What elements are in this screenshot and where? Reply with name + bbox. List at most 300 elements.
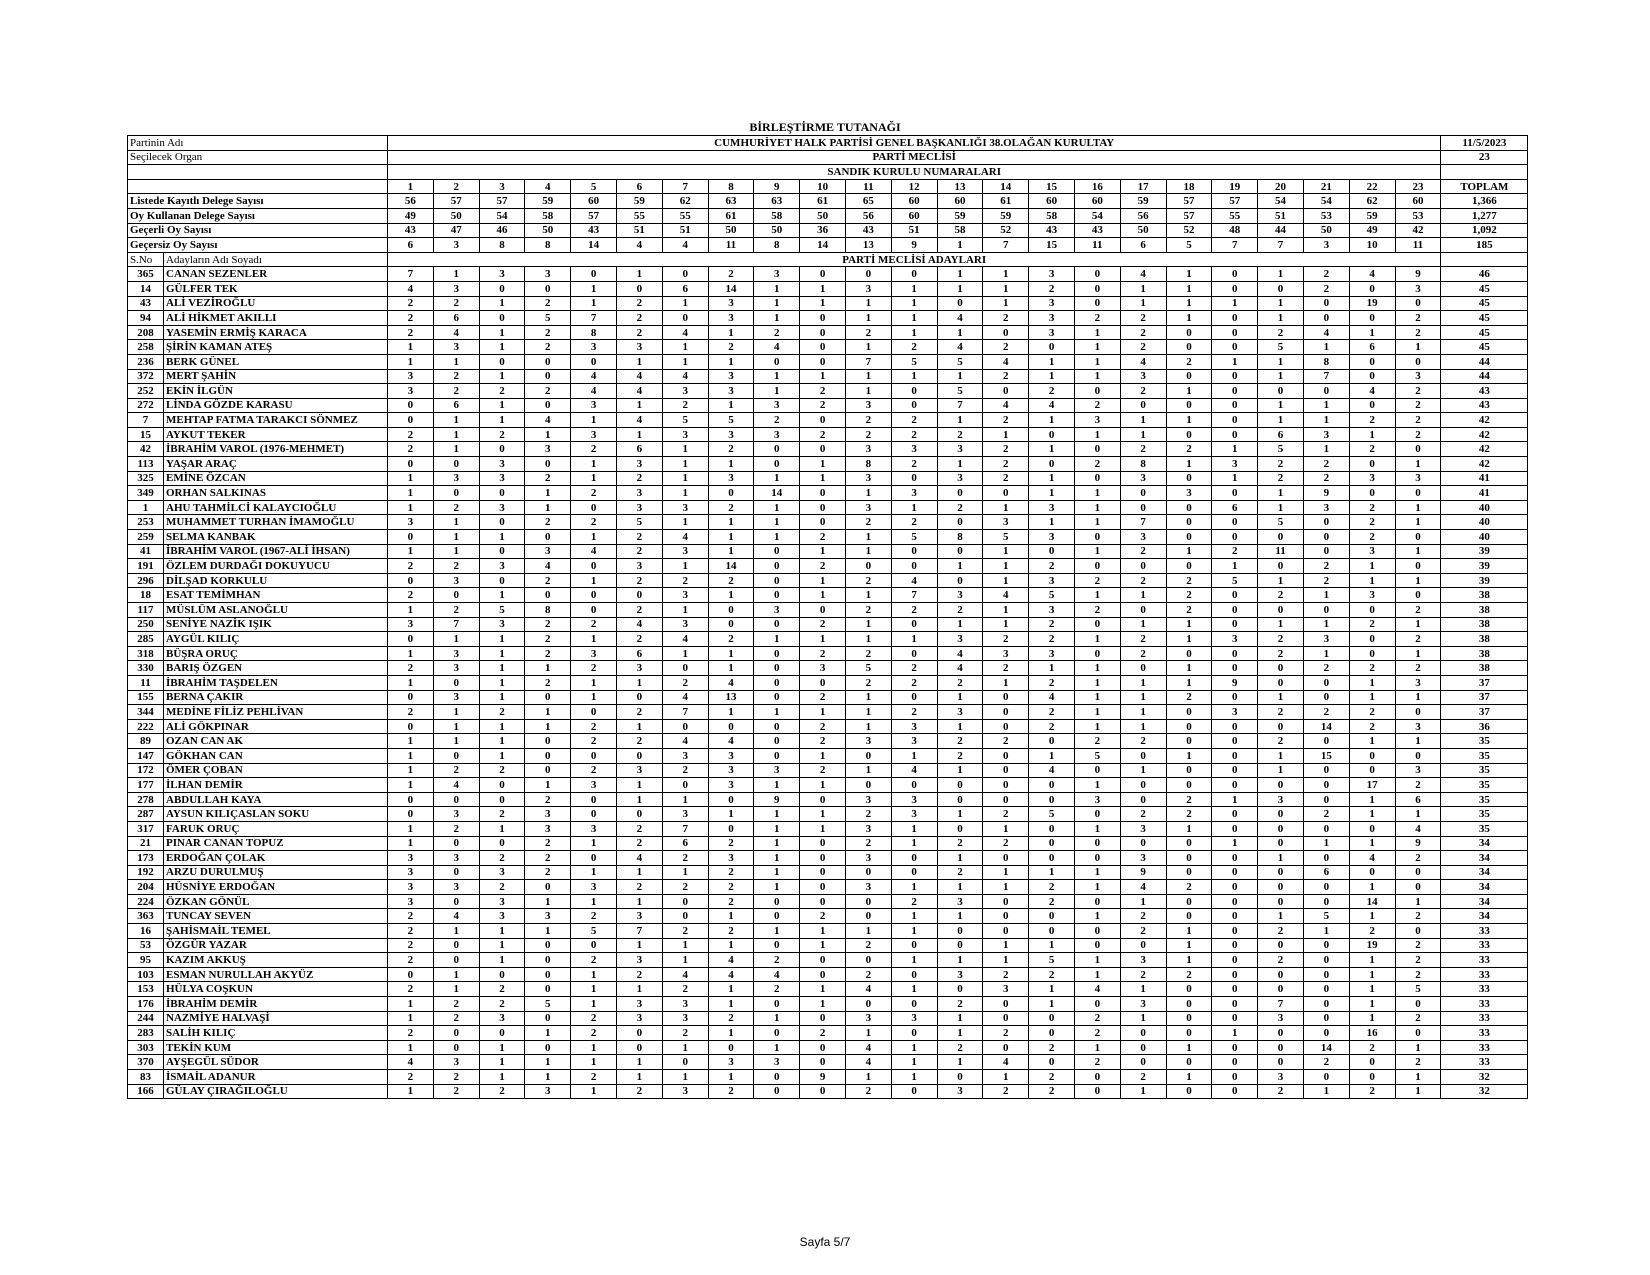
vote-count: 0 <box>983 1011 1029 1026</box>
vote-count: 1 <box>983 281 1029 296</box>
stat-value: 55 <box>617 208 663 223</box>
vote-count: 2 <box>617 705 663 720</box>
vote-count: 14 <box>708 559 754 574</box>
candidate-row <box>128 603 1528 618</box>
vote-count: 4 <box>1349 384 1395 399</box>
vote-count: 1 <box>1258 311 1304 326</box>
vote-count: 0 <box>754 1070 800 1085</box>
vote-count: 3 <box>433 807 479 822</box>
vote-count: 1 <box>1029 748 1075 763</box>
vote-count: 1 <box>1212 296 1258 311</box>
vote-count: 4 <box>1349 267 1395 282</box>
vote-count: 2 <box>1120 807 1166 822</box>
vote-count: 0 <box>1212 646 1258 661</box>
vote-count: 3 <box>479 865 525 880</box>
vote-count: 3 <box>571 340 617 355</box>
vote-count: 1 <box>1212 354 1258 369</box>
vote-count: 0 <box>937 821 983 836</box>
vote-count: 2 <box>479 982 525 997</box>
stat-value: 8 <box>525 238 571 253</box>
organ-count: 23 <box>1441 150 1528 165</box>
candidate-total: 38 <box>1441 632 1528 647</box>
vote-count: 1 <box>708 354 754 369</box>
vote-count: 3 <box>754 1055 800 1070</box>
vote-count: 1 <box>571 457 617 472</box>
vote-count: 0 <box>479 544 525 559</box>
vote-count: 1 <box>1074 909 1120 924</box>
vote-count: 1 <box>1349 690 1395 705</box>
stat-value: 62 <box>662 194 708 209</box>
vote-count: 1 <box>754 296 800 311</box>
vote-count: 2 <box>937 1040 983 1055</box>
vote-count: 3 <box>571 880 617 895</box>
vote-count: 0 <box>571 705 617 720</box>
vote-count: 0 <box>891 617 937 632</box>
candidate-total: 35 <box>1441 807 1528 822</box>
vote-count: 1 <box>708 325 754 340</box>
vote-count: 1 <box>845 340 891 355</box>
vote-count: 14 <box>708 281 754 296</box>
vote-count: 6 <box>662 281 708 296</box>
stat-row <box>128 194 1528 209</box>
vote-count: 1 <box>617 427 663 442</box>
stat-value: 51 <box>891 223 937 238</box>
vote-count: 3 <box>479 471 525 486</box>
vote-count: 0 <box>662 719 708 734</box>
vote-count: 0 <box>571 603 617 618</box>
vote-count: 0 <box>388 413 434 428</box>
vote-count: 1 <box>1349 807 1395 822</box>
vote-count: 2 <box>937 865 983 880</box>
vote-count: 2 <box>1166 690 1212 705</box>
vote-count: 2 <box>617 573 663 588</box>
vote-count: 0 <box>1258 530 1304 545</box>
vote-count: 9 <box>754 792 800 807</box>
stat-row <box>128 208 1528 223</box>
vote-count: 0 <box>571 559 617 574</box>
vote-count: 2 <box>1395 661 1441 676</box>
vote-count: 0 <box>1212 748 1258 763</box>
vote-count: 2 <box>571 486 617 501</box>
vote-count: 2 <box>662 398 708 413</box>
vote-count: 0 <box>754 617 800 632</box>
vote-count: 0 <box>1212 267 1258 282</box>
vote-count: 1 <box>1166 384 1212 399</box>
vote-count: 0 <box>571 792 617 807</box>
vote-count: 0 <box>754 938 800 953</box>
vote-count: 0 <box>1212 281 1258 296</box>
vote-count: 3 <box>1120 369 1166 384</box>
vote-count: 4 <box>617 617 663 632</box>
vote-count: 0 <box>754 997 800 1012</box>
candidate-name: AYKUT TEKER <box>164 427 388 442</box>
vote-count: 2 <box>1258 632 1304 647</box>
candidate-total: 35 <box>1441 748 1528 763</box>
blank-cell <box>128 179 388 194</box>
vote-count: 0 <box>1212 982 1258 997</box>
vote-count: 1 <box>1395 646 1441 661</box>
total-header: TOPLAM <box>1441 179 1528 194</box>
vote-count: 0 <box>1074 924 1120 939</box>
vote-count: 2 <box>1166 967 1212 982</box>
vote-count: 1 <box>754 384 800 399</box>
stat-value: 54 <box>479 208 525 223</box>
candidate-row <box>128 1026 1528 1041</box>
vote-count: 3 <box>617 953 663 968</box>
vote-count: 0 <box>1349 632 1395 647</box>
vote-count: 2 <box>388 588 434 603</box>
box-number: 7 <box>662 179 708 194</box>
vote-count: 0 <box>1258 661 1304 676</box>
stat-value: 50 <box>525 223 571 238</box>
vote-count: 2 <box>617 471 663 486</box>
candidate-row <box>128 748 1528 763</box>
candidate-name: GÖKHAN CAN <box>164 748 388 763</box>
vote-count: 0 <box>479 836 525 851</box>
vote-count: 1 <box>754 836 800 851</box>
vote-count: 1 <box>479 530 525 545</box>
vote-count: 1 <box>662 938 708 953</box>
vote-count: 1 <box>754 369 800 384</box>
vote-count: 0 <box>983 486 1029 501</box>
stat-value: 61 <box>708 208 754 223</box>
vote-count: 0 <box>1212 865 1258 880</box>
stat-value: 59 <box>617 194 663 209</box>
vote-count: 1 <box>617 778 663 793</box>
vote-count: 3 <box>525 821 571 836</box>
stat-value: 3 <box>433 238 479 253</box>
stat-value: 59 <box>937 208 983 223</box>
vote-count: 1 <box>388 500 434 515</box>
vote-count: 1 <box>662 515 708 530</box>
vote-count: 1 <box>617 938 663 953</box>
vote-count: 7 <box>1258 997 1304 1012</box>
vote-count: 0 <box>1258 281 1304 296</box>
vote-count: 2 <box>1395 632 1441 647</box>
vote-count: 1 <box>1395 1084 1441 1099</box>
vote-count: 1 <box>845 296 891 311</box>
vote-count: 0 <box>1349 354 1395 369</box>
vote-count: 1 <box>662 646 708 661</box>
vote-count: 1 <box>800 573 846 588</box>
vote-count: 3 <box>1395 369 1441 384</box>
vote-count: 3 <box>662 1011 708 1026</box>
blank-cell <box>1441 252 1528 267</box>
box-number: 10 <box>800 179 846 194</box>
vote-count: 3 <box>662 588 708 603</box>
candidate-total: 42 <box>1441 442 1528 457</box>
candidate-sno: 177 <box>128 778 164 793</box>
vote-count: 2 <box>708 573 754 588</box>
vote-count: 1 <box>479 413 525 428</box>
candidate-name: MERT ŞAHİN <box>164 369 388 384</box>
vote-count: 1 <box>1395 457 1441 472</box>
vote-count: 2 <box>433 763 479 778</box>
vote-count: 0 <box>1166 500 1212 515</box>
candidate-sno: 113 <box>128 457 164 472</box>
candidate-row <box>128 938 1528 953</box>
vote-count: 9 <box>1303 486 1349 501</box>
vote-count: 1 <box>1212 471 1258 486</box>
vote-count: 1 <box>1166 1070 1212 1085</box>
vote-count: 2 <box>1029 705 1075 720</box>
candidate-name: MÜSLÜM ASLANOĞLU <box>164 603 388 618</box>
stat-value: 7 <box>1212 238 1258 253</box>
vote-count: 0 <box>1303 530 1349 545</box>
vote-count: 1 <box>708 588 754 603</box>
vote-count: 1 <box>571 632 617 647</box>
candidate-row <box>128 1084 1528 1099</box>
vote-count: 0 <box>1212 909 1258 924</box>
vote-count: 0 <box>525 880 571 895</box>
vote-count: 0 <box>1166 865 1212 880</box>
vote-count: 1 <box>1395 500 1441 515</box>
vote-count: 2 <box>1395 413 1441 428</box>
vote-count: 2 <box>1029 1040 1075 1055</box>
vote-count: 0 <box>1120 486 1166 501</box>
vote-count: 1 <box>891 880 937 895</box>
vote-count: 2 <box>891 340 937 355</box>
vote-count: 3 <box>708 778 754 793</box>
candidate-name: BÜŞRA ORUÇ <box>164 646 388 661</box>
vote-count: 0 <box>800 865 846 880</box>
vote-count: 1 <box>617 719 663 734</box>
vote-count: 1 <box>1029 369 1075 384</box>
vote-count: 0 <box>433 894 479 909</box>
stat-row <box>128 223 1528 238</box>
vote-count: 0 <box>662 1055 708 1070</box>
candidates-header: PARTİ MECLİSİ ADAYLARI <box>388 252 1441 267</box>
vote-count: 3 <box>1303 500 1349 515</box>
vote-count: 3 <box>845 821 891 836</box>
vote-count: 7 <box>662 821 708 836</box>
vote-count: 1 <box>662 603 708 618</box>
vote-count: 0 <box>1120 559 1166 574</box>
vote-count: 3 <box>479 1011 525 1026</box>
vote-count: 9 <box>1395 836 1441 851</box>
vote-count: 0 <box>983 924 1029 939</box>
vote-count: 0 <box>1212 924 1258 939</box>
vote-count: 0 <box>388 719 434 734</box>
vote-count: 3 <box>1395 471 1441 486</box>
vote-count: 0 <box>1303 938 1349 953</box>
vote-count: 2 <box>1395 311 1441 326</box>
vote-count: 1 <box>617 267 663 282</box>
vote-count: 3 <box>1120 997 1166 1012</box>
vote-count: 0 <box>1395 296 1441 311</box>
vote-count: 1 <box>845 384 891 399</box>
vote-count: 3 <box>845 1011 891 1026</box>
vote-count: 4 <box>662 632 708 647</box>
vote-count: 3 <box>1395 675 1441 690</box>
vote-count: 0 <box>1212 1055 1258 1070</box>
vote-count: 0 <box>754 646 800 661</box>
candidate-row <box>128 997 1528 1012</box>
candidate-row <box>128 851 1528 866</box>
candidate-name: ESMAN NURULLAH AKYÜZ <box>164 967 388 982</box>
vote-count: 1 <box>1166 296 1212 311</box>
candidate-sno: 317 <box>128 821 164 836</box>
vote-count: 2 <box>433 1011 479 1026</box>
vote-count: 1 <box>800 821 846 836</box>
vote-count: 2 <box>662 982 708 997</box>
vote-count: 0 <box>983 778 1029 793</box>
candidate-sno: 287 <box>128 807 164 822</box>
vote-count: 4 <box>708 953 754 968</box>
vote-count: 1 <box>479 1070 525 1085</box>
candidate-total: 33 <box>1441 1040 1528 1055</box>
vote-count: 3 <box>708 296 754 311</box>
vote-count: 3 <box>617 1011 663 1026</box>
vote-count: 2 <box>1120 340 1166 355</box>
vote-count: 6 <box>433 398 479 413</box>
vote-count: 0 <box>525 763 571 778</box>
vote-count: 2 <box>1029 675 1075 690</box>
vote-count: 3 <box>388 617 434 632</box>
vote-count: 1 <box>937 1026 983 1041</box>
vote-count: 0 <box>1395 530 1441 545</box>
vote-count: 0 <box>1120 500 1166 515</box>
vote-count: 0 <box>1258 778 1304 793</box>
vote-count: 3 <box>525 1084 571 1099</box>
vote-count: 0 <box>1349 398 1395 413</box>
vote-count: 0 <box>754 1026 800 1041</box>
vote-count: 4 <box>845 982 891 997</box>
vote-count: 6 <box>617 646 663 661</box>
vote-count: 1 <box>525 661 571 676</box>
vote-count: 3 <box>479 267 525 282</box>
stat-value: 3 <box>1303 238 1349 253</box>
vote-count: 1 <box>1395 1040 1441 1055</box>
vote-count: 0 <box>1395 880 1441 895</box>
vote-count: 2 <box>845 573 891 588</box>
vote-count: 0 <box>388 967 434 982</box>
vote-count: 2 <box>1029 894 1075 909</box>
vote-count: 0 <box>1349 603 1395 618</box>
vote-count: 4 <box>1029 763 1075 778</box>
vote-count: 2 <box>845 967 891 982</box>
stat-value: 43 <box>571 223 617 238</box>
vote-count: 2 <box>617 311 663 326</box>
vote-count: 1 <box>1120 296 1166 311</box>
stat-total: 185 <box>1441 238 1528 253</box>
vote-count: 0 <box>1395 705 1441 720</box>
candidate-sno: 147 <box>128 748 164 763</box>
stat-value: 51 <box>662 223 708 238</box>
vote-count: 0 <box>1074 894 1120 909</box>
vote-count: 0 <box>845 748 891 763</box>
vote-count: 3 <box>433 880 479 895</box>
stat-value: 7 <box>983 238 1029 253</box>
stat-value: 43 <box>1074 223 1120 238</box>
vote-count: 1 <box>433 924 479 939</box>
vote-count: 2 <box>1258 457 1304 472</box>
candidate-row <box>128 296 1528 311</box>
candidate-name: TUNCAY SEVEN <box>164 909 388 924</box>
vote-count: 2 <box>1395 384 1441 399</box>
vote-count: 0 <box>754 719 800 734</box>
box-number: 1 <box>388 179 434 194</box>
vote-count: 0 <box>1395 486 1441 501</box>
vote-count: 1 <box>1074 865 1120 880</box>
candidate-name: CANAN SEZENLER <box>164 267 388 282</box>
vote-count: 3 <box>479 894 525 909</box>
vote-count: 1 <box>433 734 479 749</box>
vote-count: 0 <box>800 836 846 851</box>
vote-count: 3 <box>754 603 800 618</box>
vote-count: 1 <box>1303 646 1349 661</box>
vote-count: 2 <box>1395 967 1441 982</box>
vote-count: 8 <box>525 603 571 618</box>
vote-count: 0 <box>1166 1011 1212 1026</box>
box-number: 19 <box>1212 179 1258 194</box>
vote-count: 2 <box>388 427 434 442</box>
stat-value: 61 <box>800 194 846 209</box>
vote-count: 5 <box>1303 909 1349 924</box>
vote-count: 2 <box>433 384 479 399</box>
vote-count: 2 <box>1074 603 1120 618</box>
vote-count: 4 <box>662 690 708 705</box>
box-number: 8 <box>708 179 754 194</box>
vote-count: 0 <box>1212 953 1258 968</box>
stat-value: 48 <box>1212 223 1258 238</box>
vote-count: 4 <box>662 734 708 749</box>
vote-count: 0 <box>708 792 754 807</box>
vote-count: 3 <box>708 384 754 399</box>
vote-count: 0 <box>433 588 479 603</box>
vote-count: 3 <box>1029 530 1075 545</box>
candidate-name: YAŞAR ARAÇ <box>164 457 388 472</box>
stat-value: 52 <box>983 223 1029 238</box>
vote-count: 1 <box>754 705 800 720</box>
vote-count: 1 <box>937 807 983 822</box>
vote-count: 1 <box>891 1055 937 1070</box>
vote-count: 1 <box>662 471 708 486</box>
vote-count: 2 <box>983 311 1029 326</box>
stat-value: 15 <box>1029 238 1075 253</box>
vote-count: 2 <box>937 500 983 515</box>
vote-count: 0 <box>800 515 846 530</box>
box-number: 21 <box>1303 179 1349 194</box>
vote-count: 0 <box>845 909 891 924</box>
vote-count: 2 <box>800 719 846 734</box>
vote-count: 0 <box>617 807 663 822</box>
vote-count: 2 <box>1074 457 1120 472</box>
vote-count: 0 <box>571 354 617 369</box>
vote-count: 0 <box>1303 690 1349 705</box>
vote-count: 1 <box>1395 807 1441 822</box>
vote-count: 0 <box>1074 617 1120 632</box>
vote-count: 2 <box>983 1026 1029 1041</box>
vote-count: 1 <box>1349 325 1395 340</box>
vote-count: 0 <box>754 442 800 457</box>
vote-count: 1 <box>1258 296 1304 311</box>
vote-count: 1 <box>1349 559 1395 574</box>
vote-count: 3 <box>662 617 708 632</box>
vote-count: 2 <box>891 457 937 472</box>
vote-count: 1 <box>1303 1084 1349 1099</box>
vote-count: 0 <box>525 354 571 369</box>
stat-value: 5 <box>1166 238 1212 253</box>
candidate-sno: 259 <box>128 530 164 545</box>
vote-count: 2 <box>1395 427 1441 442</box>
vote-count: 3 <box>1212 705 1258 720</box>
vote-count: 2 <box>800 398 846 413</box>
vote-count: 4 <box>662 325 708 340</box>
vote-count: 1 <box>937 909 983 924</box>
vote-count: 2 <box>708 267 754 282</box>
vote-count: 0 <box>1074 559 1120 574</box>
